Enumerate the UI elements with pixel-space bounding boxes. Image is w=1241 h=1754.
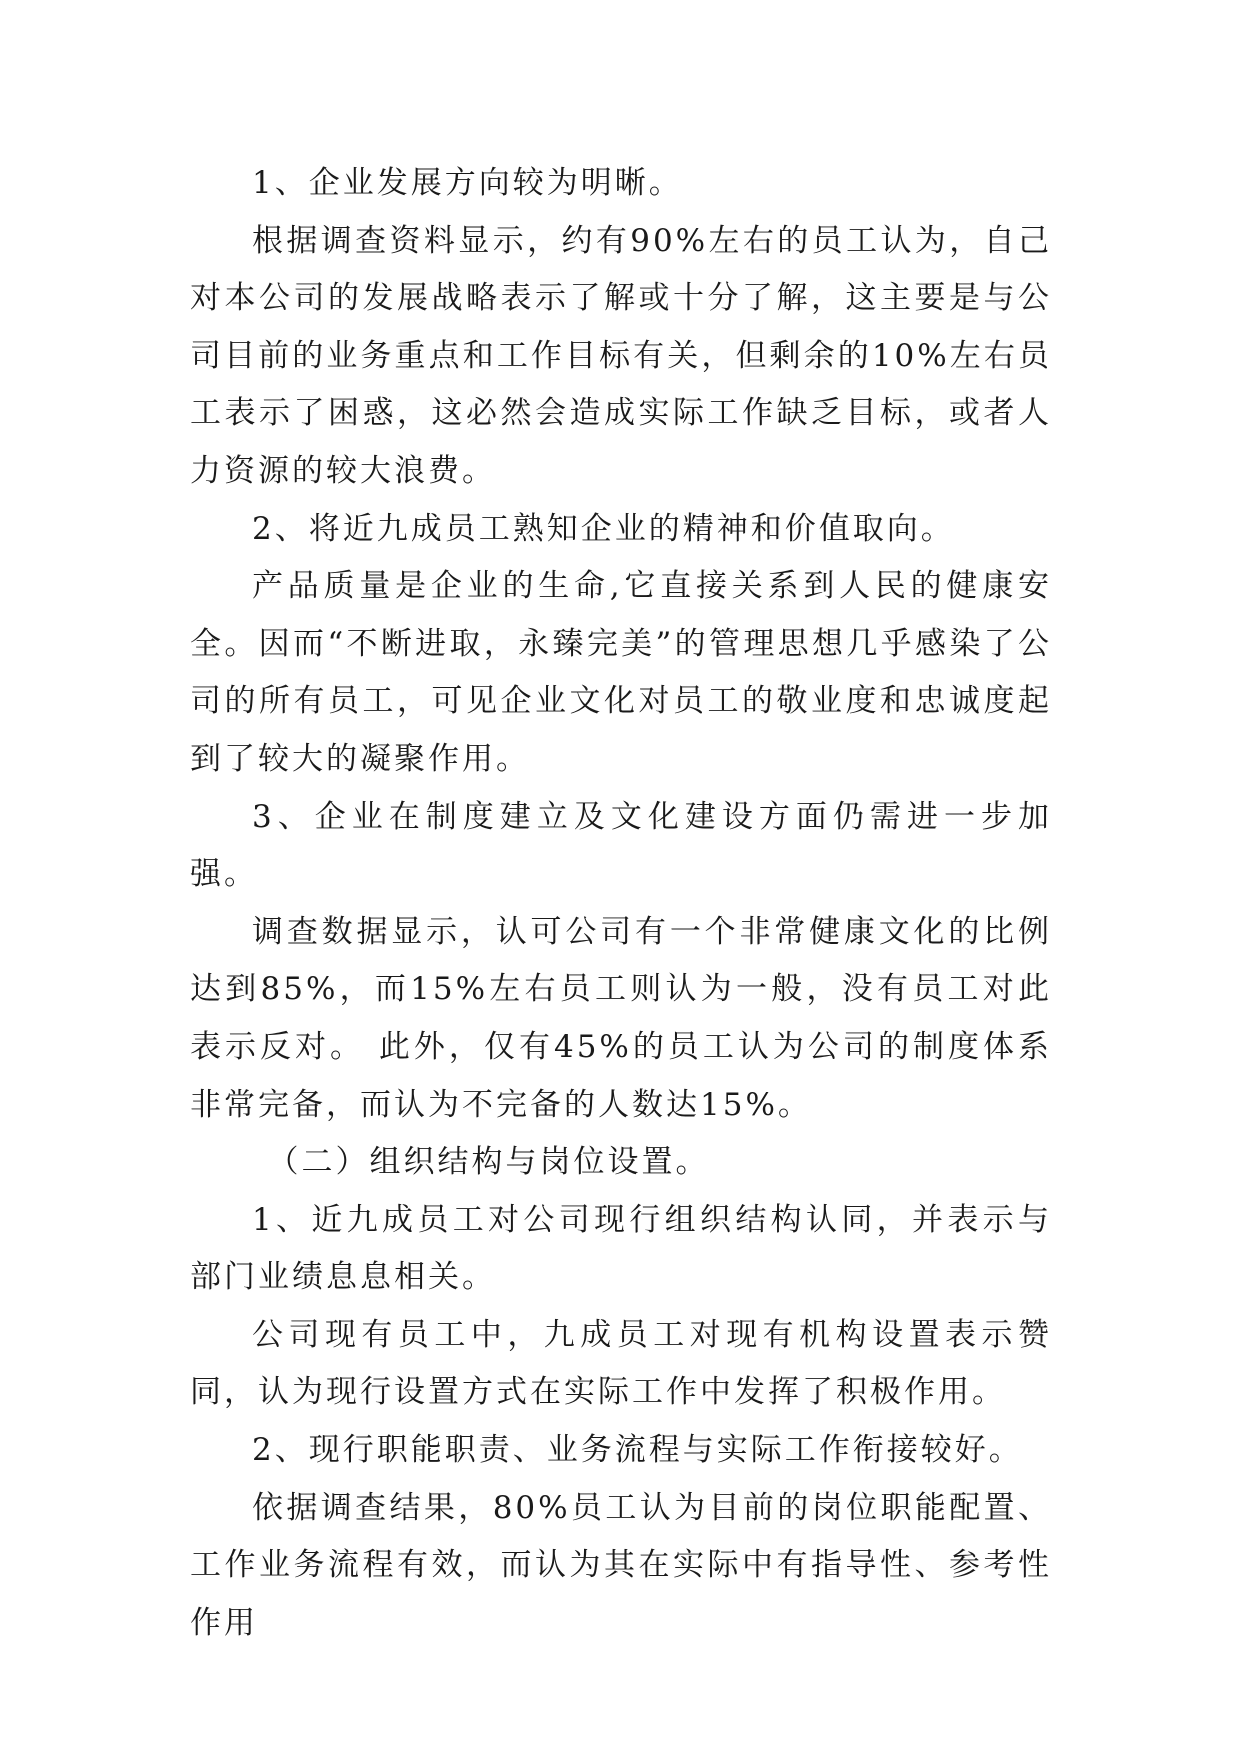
- paragraph-survey-data: 调查数据显示，认可公司有一个非常健康文化的比例达到85%，而15%左右员工则认为一般，没有员工对此表示反对。 此外，仅有45%的员工认为公司的制度体系非常完备，而认为不完备的人数达15%。: [190, 913, 1052, 1123]
- heading-spirit-values: 2、将近九成员工熟知企业的精神和价值取向。: [252, 510, 955, 547]
- paragraph-survey-results: 依据调查结果，80%员工认为目前的岗位职能配置、工作业务流程有效，而认为其在实际中有指导性、参考性作用: [190, 1489, 1052, 1641]
- heading-system-culture: 3、企业在制度建立及文化建设方面仍需进一步加强。: [190, 798, 1052, 893]
- document-body: [190, 155, 1052, 1652]
- paragraph-strategy-awareness: 根据调查资料显示，约有90%左右的员工认为，自己对本公司的发展战略表示了解或十分了解，这主要是与公司目前的业务重点和工作目标有关，但剩余的10%左右员工表示了困惑，这必然会造成实际工作缺乏目标，或者人力资源的较大浪费。: [190, 222, 1052, 489]
- heading-development-direction: 1、企业发展方向较为明晰。: [252, 165, 683, 201]
- section-heading-organization: （二）组织结构与岗位设置。: [267, 1144, 710, 1181]
- heading-structure-recognition: 1、近九成员工对公司现行组织结构认同，并表示与部门业绩息息相关。: [190, 1201, 1052, 1296]
- paragraph-product-quality: 产品质量是企业的生命,它直接关系到人民的健康安全。因而“不断进取，永臻完美”的管理思想几乎感染了公司的所有员工，可见企业文化对员工的敬业度和忠诚度起到了较大的凝聚作用。: [190, 568, 1052, 777]
- paragraph-structure-approval: 公司现有员工中，九成员工对现有机构设置表示赞同，认为现行设置方式在实际工作中发挥了积极作用。: [190, 1316, 1052, 1411]
- heading-duties-process: 2、现行职能职责、业务流程与实际工作衔接较好。: [252, 1432, 1023, 1469]
